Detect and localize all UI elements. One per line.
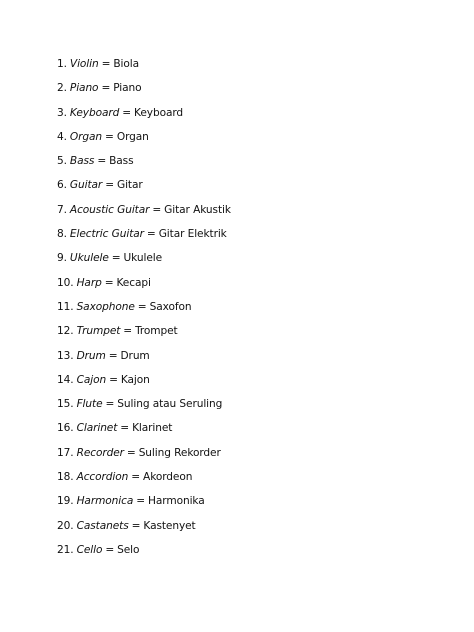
equals-sign: =: [152, 203, 162, 216]
item-number: 5.: [57, 155, 67, 168]
equals-sign: =: [109, 373, 118, 386]
indonesian-term: Gitar: [116, 179, 143, 192]
list-item: [57, 56, 231, 80]
list-item: [57, 396, 231, 420]
list-item: [57, 129, 231, 153]
indonesian-term: Bass: [109, 155, 134, 168]
english-term: Electric Guitar: [69, 228, 144, 241]
equals-sign: =: [146, 228, 156, 241]
indonesian-term: Saxofon: [149, 300, 192, 313]
list-item: [57, 177, 231, 201]
indonesian-term: Kajon: [120, 373, 150, 386]
indonesian-term: Drum: [120, 349, 150, 362]
list-item: [57, 250, 231, 274]
english-term: Flute: [76, 398, 103, 411]
english-term: Violin: [69, 58, 99, 70]
equals-sign: =: [136, 495, 146, 508]
english-term: Piano: [69, 82, 99, 95]
list-item: [57, 542, 231, 566]
english-term: Saxophone: [76, 300, 135, 313]
english-term: Clarinet: [76, 422, 118, 435]
item-number: 6.: [57, 179, 67, 192]
equals-sign: =: [120, 422, 130, 435]
list-item: [57, 105, 231, 129]
indonesian-term: Biola: [113, 58, 140, 70]
item-number: 3.: [57, 106, 67, 119]
item-number: 16.: [57, 422, 74, 435]
english-term: Trumpet: [76, 325, 121, 338]
english-term: Castanets: [76, 519, 129, 532]
item-number: 7.: [57, 203, 67, 216]
english-term: Harmonica: [76, 495, 134, 508]
equals-sign: =: [111, 252, 121, 265]
equals-sign: =: [97, 155, 107, 168]
item-number: 15.: [57, 398, 74, 411]
equals-sign: =: [131, 471, 141, 484]
indonesian-term: Klarinet: [132, 422, 173, 435]
item-number: 14.: [57, 373, 74, 386]
item-number: 2.: [57, 82, 67, 95]
indonesian-term: Harmonika: [148, 495, 205, 508]
list-item: [57, 299, 231, 323]
english-term: Recorder: [76, 446, 124, 459]
item-number: 17.: [57, 446, 74, 459]
english-term: Cello: [76, 543, 103, 556]
list-item: [57, 323, 231, 347]
english-term: Keyboard: [69, 106, 120, 119]
english-term: Guitar: [69, 179, 103, 192]
item-number: 4.: [57, 130, 67, 143]
equals-sign: =: [105, 130, 114, 143]
list-item: [57, 372, 231, 396]
list-item: [57, 226, 231, 250]
equals-sign: =: [105, 179, 114, 192]
english-term: Acoustic Guitar: [69, 203, 150, 216]
indonesian-term: Ukulele: [123, 252, 163, 265]
indonesian-term: Keyboard: [134, 106, 184, 119]
indonesian-term: Akordeon: [143, 471, 193, 484]
equals-sign: =: [108, 349, 118, 362]
item-number: 12.: [57, 325, 74, 338]
indonesian-term: Piano: [113, 82, 142, 95]
item-number: 21.: [57, 543, 74, 556]
indonesian-term: Kastenyet: [143, 519, 196, 532]
english-term: Drum: [76, 349, 106, 362]
item-number: 13.: [57, 349, 74, 362]
list-item: [57, 275, 231, 299]
english-term: Ukulele: [69, 252, 109, 265]
english-term: Accordion: [76, 471, 129, 484]
indonesian-term: Kecapi: [116, 276, 151, 289]
item-number: 20.: [57, 519, 74, 532]
equals-sign: =: [122, 106, 132, 119]
english-term: Cajon: [76, 373, 107, 386]
equals-sign: =: [101, 82, 111, 95]
indonesian-term: Selo: [117, 543, 140, 556]
item-number: 1.: [57, 58, 67, 70]
item-number: 18.: [57, 471, 74, 484]
english-term: Bass: [69, 155, 95, 168]
list-item: [57, 348, 231, 372]
list-item: [57, 518, 231, 542]
english-term: Harp: [76, 276, 102, 289]
list-item: [57, 153, 231, 177]
list-item: [57, 469, 231, 493]
list-item: [57, 493, 231, 517]
item-number: 11.: [57, 300, 74, 313]
indonesian-term: Organ: [116, 130, 149, 143]
item-number: 8.: [57, 228, 67, 241]
indonesian-term: Suling Rekorder: [138, 446, 221, 459]
indonesian-term: Trompet: [135, 325, 178, 338]
equals-sign: =: [131, 519, 141, 532]
equals-sign: =: [137, 300, 147, 313]
item-number: 10.: [57, 276, 74, 289]
equals-sign: =: [105, 398, 115, 411]
item-number: 19.: [57, 495, 74, 508]
list-item: [57, 445, 231, 469]
english-term: Organ: [69, 130, 103, 143]
item-number: 9.: [57, 252, 67, 265]
equals-sign: =: [123, 325, 133, 338]
indonesian-term: Gitar Akustik: [164, 203, 231, 216]
list-item: [57, 80, 231, 104]
indonesian-term: Gitar Elektrik: [158, 228, 227, 241]
list-item: [57, 202, 231, 226]
equals-sign: =: [105, 543, 115, 556]
equals-sign: =: [101, 58, 111, 70]
equals-sign: =: [126, 446, 136, 459]
list-item: [57, 420, 231, 444]
indonesian-term: Suling atau Seruling: [117, 398, 223, 411]
equals-sign: =: [104, 276, 114, 289]
instrument-list: [57, 56, 231, 566]
